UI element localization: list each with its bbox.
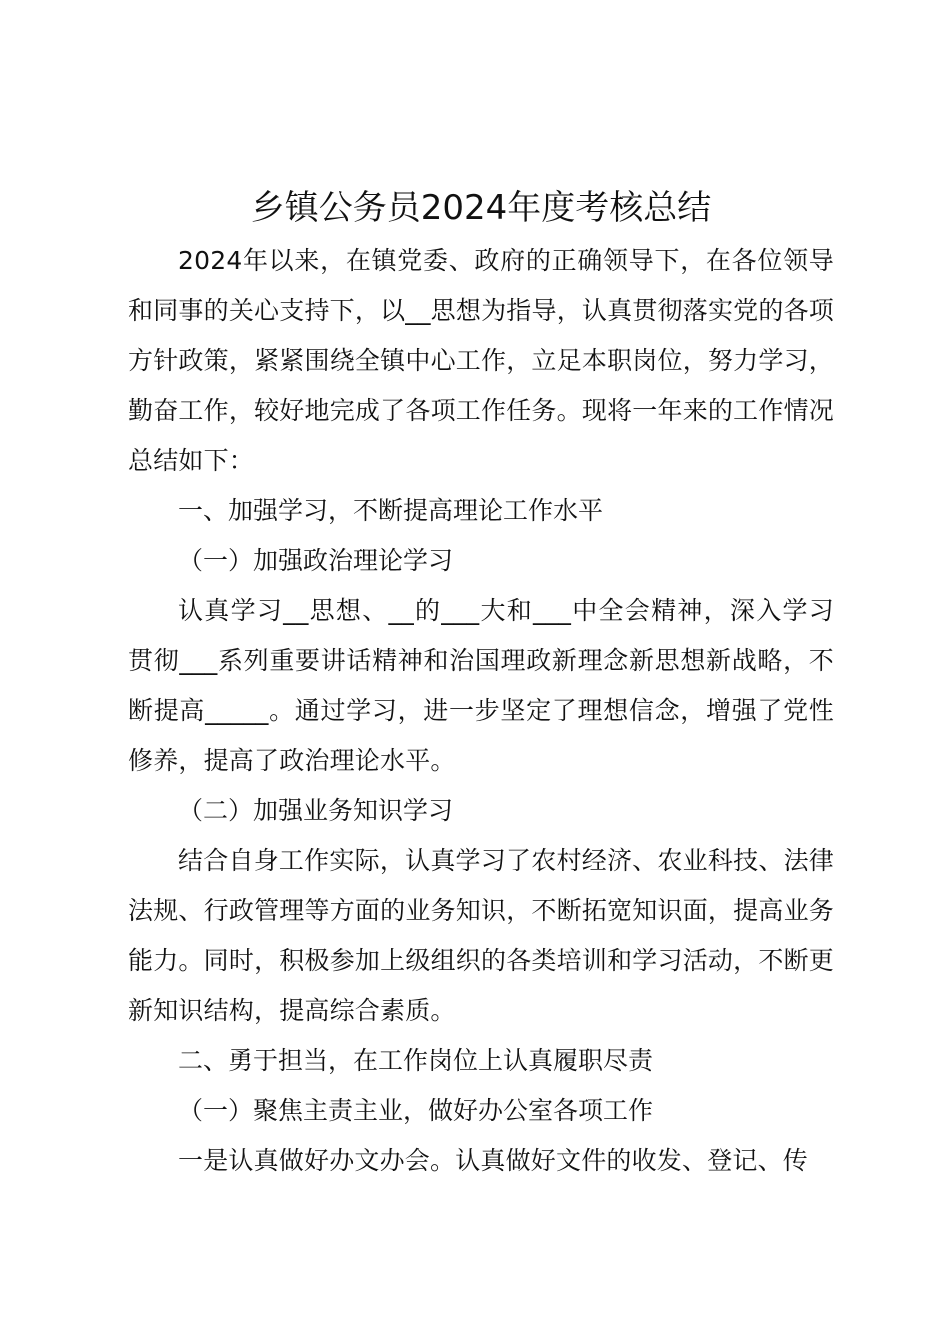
section-2-sub-1-paragraph: 一是认真做好办文办会。认真做好文件的收发、登记、传	[178, 1146, 809, 1175]
document-title: 乡镇公务员2024年度考核总结	[250, 188, 712, 228]
section-1-heading: 一、加强学习，不断提高理论工作水平	[178, 496, 604, 525]
section-1-sub-2-paragraph: 结合自身工作实际，认真学习了农村经济、农业科技、法律法规、行政管理等方面的业务知识，不断拓宽知识面，提高业务能力。同时，积极参加上级组织的各类培训和学习活动，不断更新知识结构，提高综合素质。	[128, 846, 834, 1025]
section-1-sub-1-paragraph: 认真学习__思想、__的___大和___中全会精神，深入学习贯彻___系列重要讲话精神和治国理政新理念新思想新战略，不断提高_____。通过学习，进一步坚定了理想信念，增强了党性修养，提高了政治理论水平。	[128, 596, 834, 775]
section-2-sub-1-heading: （一）聚焦主责主业，做好办公室各项工作	[178, 1096, 654, 1125]
intro-paragraph: 2024年以来，在镇党委、政府的正确领导下，在各位领导和同事的关心支持下，以__思想为指导，认真贯彻落实党的各项方针政策，紧紧围绕全镇中心工作，立足本职岗位，努力学习，勤奋工作，较好地完成了各项工作任务。现将一年来的工作情况总结如下：	[128, 246, 834, 475]
section-1-sub-2-heading: （二）加强业务知识学习	[178, 796, 454, 825]
section-1-sub-1-heading: （一）加强政治理论学习	[178, 546, 454, 575]
section-2-heading: 二、勇于担当，在工作岗位上认真履职尽责	[178, 1046, 654, 1075]
document-page	[128, 180, 834, 1186]
